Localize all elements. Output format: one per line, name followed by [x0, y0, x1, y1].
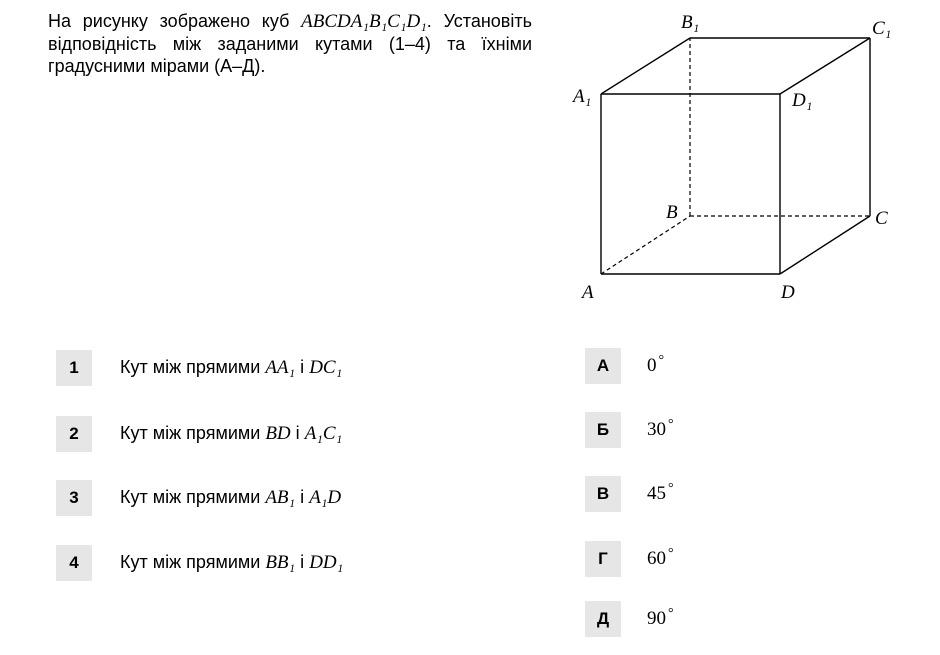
question-number: 2 — [56, 416, 92, 452]
answer-value: 30 ° — [647, 417, 674, 440]
problem-statement — [48, 10, 532, 77]
question-row — [56, 350, 342, 386]
vertex-label-b1: B₁ — [681, 12, 700, 33]
vertex-label-d: D — [781, 282, 795, 303]
edge-a1-b1 — [601, 38, 690, 94]
question-line-1: AB₁ — [265, 487, 296, 508]
question-text — [120, 552, 343, 574]
question-line-1: BD — [265, 423, 291, 444]
answer-row — [585, 601, 674, 637]
question-number: 3 — [56, 480, 92, 516]
answer-row — [585, 476, 674, 512]
question-line-1: BB₁ — [265, 552, 296, 573]
answer-letter: Б — [585, 412, 621, 448]
question-conjunction: і — [300, 357, 305, 377]
question-line-2: DD₁ — [309, 552, 344, 573]
question-prefix: Кут між прямими — [120, 487, 261, 507]
edge-a-b-hidden — [601, 216, 690, 274]
answer-row — [585, 541, 674, 577]
answer-letter: А — [585, 348, 621, 384]
question-prefix: Кут між прямими — [120, 357, 261, 377]
cube-name: ABCDA₁B₁C₁D₁ — [301, 11, 427, 32]
question-row — [56, 545, 343, 581]
vertex-label-a: A — [582, 282, 594, 303]
question-conjunction: і — [300, 552, 305, 572]
cube-figure — [570, 6, 900, 306]
question-line-2: A₁C₁ — [304, 423, 343, 444]
question-line-2: DC₁ — [309, 357, 343, 378]
edge-d1-c1 — [780, 38, 870, 94]
question-prefix: Кут між прямими — [120, 552, 261, 572]
question-text — [120, 357, 342, 379]
vertex-label-a1: A₁ — [573, 86, 592, 107]
question-text — [120, 423, 342, 445]
problem-text-after: . Установіть відповідність між заданими кутами (1–4) та їхніми градусними мірами (А–Д). — [48, 11, 532, 76]
vertex-label-c: C — [875, 208, 888, 229]
answer-value: 90 ° — [647, 606, 674, 629]
answer-letter: Д — [585, 601, 621, 637]
question-number: 1 — [56, 350, 92, 386]
question-prefix: Кут між прямими — [120, 423, 261, 443]
answer-row — [585, 348, 664, 384]
question-conjunction: і — [295, 423, 300, 443]
answer-row — [585, 412, 674, 448]
problem-text-before: На рисунку зображено куб — [48, 11, 302, 31]
answer-letter: В — [585, 476, 621, 512]
edge-d-c — [780, 216, 870, 274]
vertex-label-d1: D₁ — [792, 90, 813, 111]
question-text — [120, 487, 341, 509]
answer-value: 0 ° — [647, 353, 665, 376]
answer-letter: Г — [585, 541, 621, 577]
vertex-label-b: B — [666, 202, 678, 223]
question-line-2: A₁D — [309, 487, 342, 508]
question-row — [56, 480, 341, 516]
question-number: 4 — [56, 545, 92, 581]
question-line-1: AA₁ — [265, 357, 296, 378]
question-row — [56, 416, 342, 452]
answer-value: 60 ° — [647, 546, 674, 569]
question-conjunction: і — [300, 487, 305, 507]
answer-value: 45 ° — [647, 481, 674, 504]
vertex-label-c1: C₁ — [872, 18, 892, 39]
